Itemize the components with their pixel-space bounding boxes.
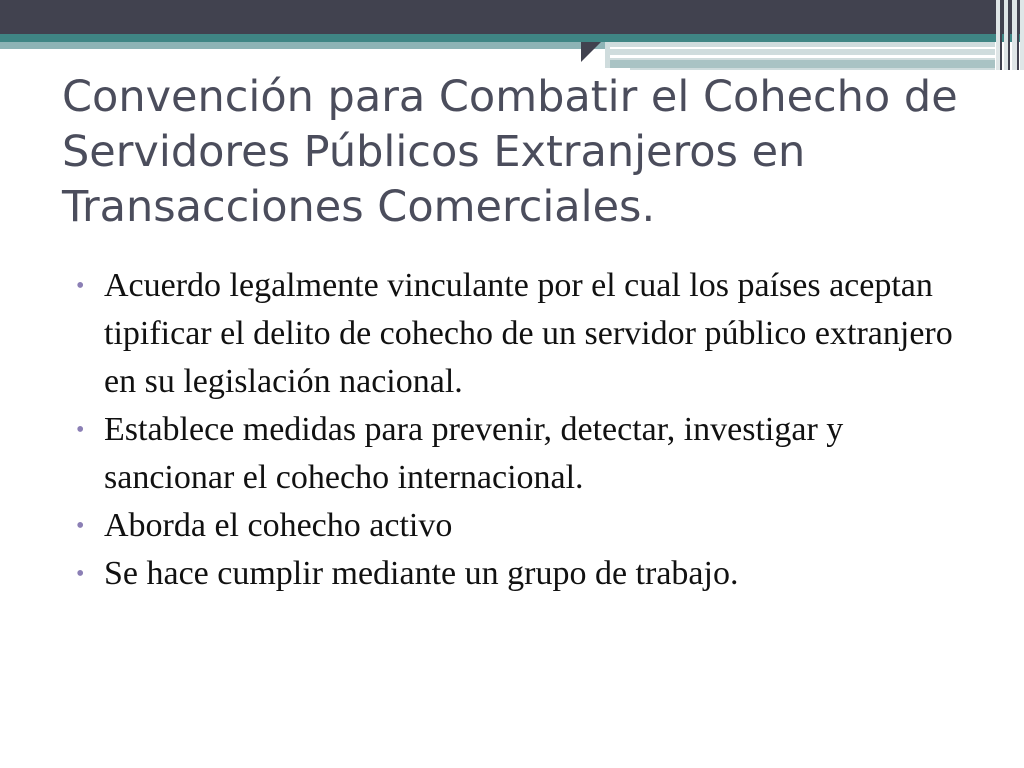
bullet-marker: • bbox=[76, 513, 85, 539]
bullet-item bbox=[76, 262, 976, 406]
header-right-stripe bbox=[610, 60, 995, 68]
corner-gap-decoration bbox=[1008, 0, 1010, 70]
header-right-line bbox=[610, 55, 995, 58]
corner-gap-decoration bbox=[1000, 0, 1002, 70]
header-light-band bbox=[0, 42, 605, 49]
bullet-text: Aborda el cohecho activo bbox=[104, 507, 453, 544]
bullet-item bbox=[76, 502, 976, 550]
bullet-marker: • bbox=[76, 561, 85, 587]
corner-gap-decoration bbox=[1017, 0, 1019, 70]
header-dark-band bbox=[0, 0, 1024, 34]
header-triangle-decoration bbox=[581, 42, 601, 62]
header-right-line bbox=[610, 47, 995, 49]
bullet-item bbox=[76, 550, 976, 598]
bullet-marker: • bbox=[76, 417, 85, 443]
bullet-list bbox=[76, 262, 976, 598]
bullet-text: Se hace cumplir mediante un grupo de trabajo. bbox=[104, 555, 739, 592]
bullet-item bbox=[76, 406, 976, 502]
corner-bar-decoration bbox=[1020, 0, 1024, 70]
bullet-marker: • bbox=[76, 273, 85, 299]
bullet-text: Acuerdo legalmente vinculante por el cual los países aceptan tipificar el delito de cohecho de un servidor público extranjero en su legislación nacional. bbox=[104, 267, 953, 400]
slide-title: Convención para Combatir el Cohecho de Servidores Públicos Extranjeros en Transacciones Comerciales. bbox=[62, 72, 958, 232]
header-teal-band bbox=[0, 34, 1024, 42]
bullet-text: Establece medidas para prevenir, detectar, investigar y sancionar el cohecho internacional. bbox=[104, 411, 844, 496]
